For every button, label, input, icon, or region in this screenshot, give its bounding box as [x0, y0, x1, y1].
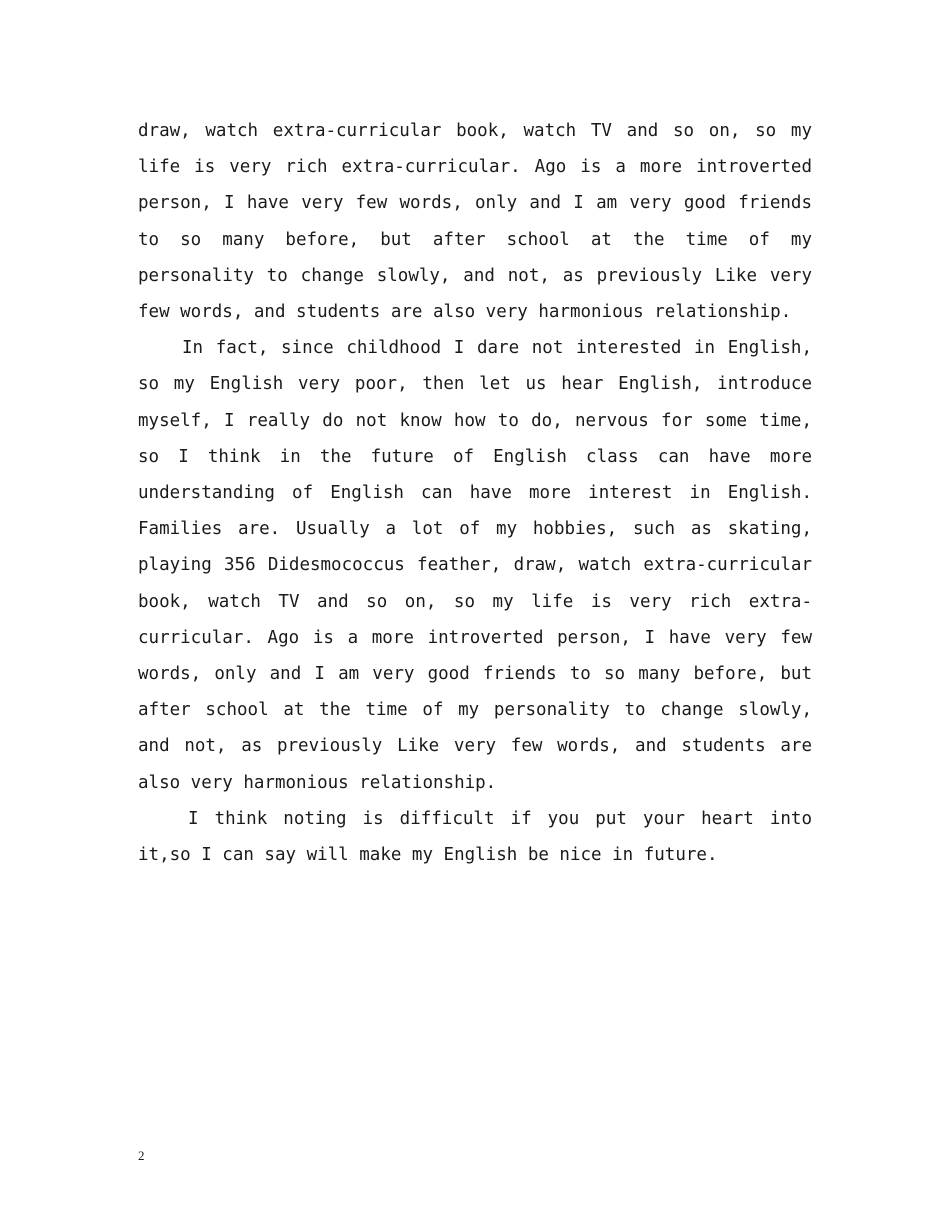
paragraph-english-interest: In fact, since childhood I dare not interested in English, so my English very poor, then let us hear English, introduce myself, I really do not know how to do, nervous for some time, so I think in the future of English class can have more understanding of English can have more interest in English. Families are. Usually a lot of my hobbies, such as skating, playing 356 Didesmococcus feather, draw, watch extra-curricular book, watch TV and so on, so my life is very rich extra-curricular. Ago is a more introverted person, I have very few words, only and I am very good friends to so many before, but after school at the time of my personality to change slowly, and not, as previously Like very few words, and students are also very harmonious relationship.	[138, 338, 812, 793]
page-number: 2	[138, 1148, 145, 1163]
paragraph-continuation: draw, watch extra-curricular book, watch TV and so on, so my life is very rich extra-curricular. Ago is a more introverted person, I have very few words, only and I am very good friends to so many before, but after school at the time of my personality to change slowly, and not, as previously Like very few words, and students are also very harmonious relationship.	[138, 121, 812, 323]
paragraph-conclusion: I think noting is difficult if you put your heart into it,so I can say will make my English be nice in future.	[138, 808, 812, 866]
document-body	[138, 113, 812, 873]
